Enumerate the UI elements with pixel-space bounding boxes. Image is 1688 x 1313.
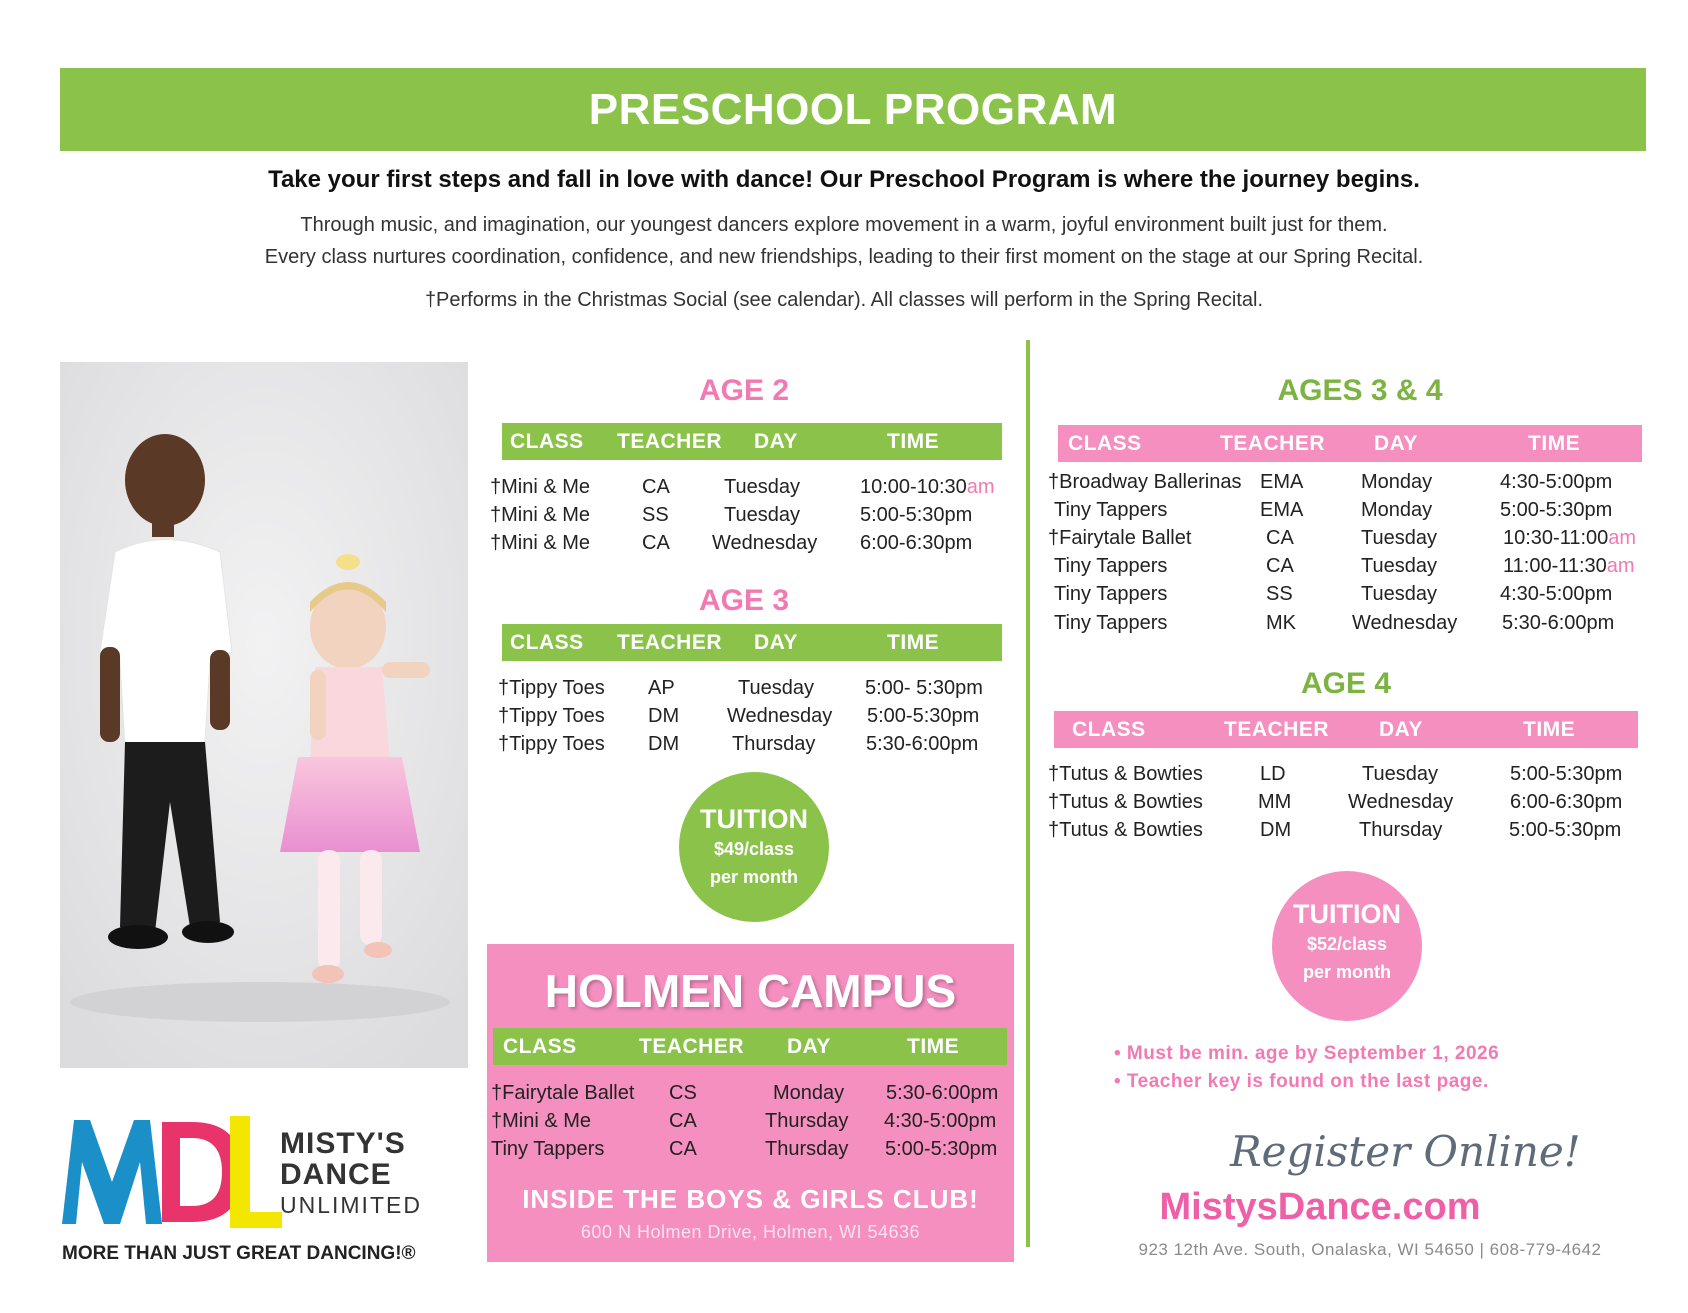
header-day: DAY xyxy=(754,430,798,453)
age-4-table-header xyxy=(1054,711,1638,748)
ages-3-4-title: AGES 3 & 4 xyxy=(1277,374,1443,407)
class-name: †Broadway Ballerinas xyxy=(1048,471,1242,493)
time-value: 11:00-11:30 xyxy=(1503,555,1607,577)
header-day: DAY xyxy=(754,631,798,654)
teacher: LD xyxy=(1260,763,1286,785)
holmen-address: 600 N Holmen Drive, Holmen, WI 54636 xyxy=(580,1222,921,1242)
tuition-label: TUITION xyxy=(1293,899,1401,929)
tuition-label: TUITION xyxy=(700,804,808,834)
day: Tuesday xyxy=(724,504,800,526)
header-class: CLASS xyxy=(510,631,584,654)
time: 6:00-6:30pm xyxy=(860,532,973,554)
tuition-period: per month xyxy=(710,867,798,887)
teacher: MK xyxy=(1266,612,1296,634)
header-time: TIME xyxy=(907,1035,960,1058)
class-name: Tiny Tappers xyxy=(1054,499,1168,521)
day: Wednesday xyxy=(1348,791,1454,813)
time xyxy=(860,476,995,499)
time-suffix: am xyxy=(1606,555,1635,577)
table-row xyxy=(1048,612,1648,640)
header-day: DAY xyxy=(1374,432,1418,455)
kids-dancing-photo xyxy=(60,362,468,1068)
day: Tuesday xyxy=(1361,555,1437,577)
column-divider xyxy=(1026,340,1030,1247)
teacher: CA xyxy=(642,476,670,498)
note-teacher-key: • Teacher key is found on the last page. xyxy=(1114,1071,1489,1092)
table-row xyxy=(491,1110,1011,1138)
age-3-title: AGE 3 xyxy=(698,584,790,617)
day: Tuesday xyxy=(738,677,814,699)
holmen-campus-box xyxy=(487,944,1014,1262)
day: Tuesday xyxy=(1361,583,1437,605)
header-time: TIME xyxy=(887,430,940,453)
teacher: CA xyxy=(669,1138,697,1160)
photo-illustration xyxy=(60,362,468,1068)
day: Wednesday xyxy=(712,532,818,554)
day: Thursday xyxy=(765,1110,849,1132)
logo-line-2: DANCE xyxy=(280,1158,392,1191)
time: 5:00-5:30pm xyxy=(885,1138,998,1160)
day: Wednesday xyxy=(1352,612,1458,634)
header-class: CLASS xyxy=(1068,432,1142,455)
time: 5:00-5:30pm xyxy=(1509,819,1622,841)
time: 5:00-5:30pm xyxy=(1500,499,1613,521)
day: Monday xyxy=(1361,499,1433,521)
class-name: †Fairytale Ballet xyxy=(1048,527,1192,549)
ages-3-4-table-header xyxy=(1058,425,1642,462)
table-row xyxy=(1048,499,1648,527)
time: 5:30-6:00pm xyxy=(1502,612,1615,634)
table-row xyxy=(498,705,1008,733)
header-time: TIME xyxy=(1523,718,1576,741)
day: Tuesday xyxy=(1362,763,1438,785)
header-day: DAY xyxy=(787,1035,831,1058)
teacher: CA xyxy=(1266,555,1294,577)
contact-info: 923 12th Ave. South, Onalaska, WI 54650 | 608-779-4642 xyxy=(1138,1240,1602,1259)
day: Monday xyxy=(773,1082,845,1104)
time: 5:00- 5:30pm xyxy=(865,677,983,699)
tuition-period: per month xyxy=(1303,962,1391,982)
header-teacher: TEACHER xyxy=(1220,432,1326,455)
day: Wednesday xyxy=(727,705,833,727)
intro-line-2: Every class nurtures coordination, confidence, and new friendships, leading to their first moment on the stage at our Spring Recital. xyxy=(264,246,1424,268)
teacher: MM xyxy=(1258,791,1292,813)
tuition-badge-right xyxy=(1272,871,1422,1021)
holmen-title: HOLMEN CAMPUS xyxy=(544,965,957,1017)
time xyxy=(1503,527,1636,550)
class-name: †Mini & Me xyxy=(490,476,591,498)
time: 5:30-6:00pm xyxy=(866,733,979,755)
time xyxy=(1503,555,1635,578)
table-row xyxy=(490,532,1010,560)
table-row xyxy=(1048,527,1648,555)
holmen-location: INSIDE THE BOYS & GIRLS CLUB! xyxy=(522,1184,979,1214)
table-row xyxy=(1048,555,1648,583)
table-row xyxy=(1048,471,1648,499)
header-day: DAY xyxy=(1379,718,1423,741)
logo-line-3: UNLIMITED xyxy=(280,1192,422,1218)
time-suffix: am xyxy=(1608,527,1637,549)
age-2-title: AGE 2 xyxy=(698,374,790,407)
table-row xyxy=(1048,819,1648,847)
age-2-table-header xyxy=(502,423,1002,460)
age-3-table-header xyxy=(502,624,1002,661)
teacher: CA xyxy=(642,532,670,554)
day: Thursday xyxy=(732,733,816,755)
class-name: †Tippy Toes xyxy=(498,677,605,699)
table-row xyxy=(491,1082,1011,1110)
time: 5:00-5:30pm xyxy=(860,504,973,526)
header-time: TIME xyxy=(887,631,940,654)
holmen-table-header xyxy=(493,1028,1007,1065)
mdu-monogram-icon xyxy=(62,1112,282,1232)
teacher: SS xyxy=(642,504,669,526)
teacher: SS xyxy=(1266,583,1293,605)
table-row xyxy=(490,476,1010,504)
logo-line-1: MISTY'S xyxy=(280,1127,406,1160)
header-class: CLASS xyxy=(510,430,584,453)
table-row xyxy=(491,1138,1011,1166)
register-online-script: Register Online! xyxy=(1230,1127,1581,1176)
class-name: Tiny Tappers xyxy=(1054,583,1168,605)
class-name: †Tutus & Bowties xyxy=(1048,763,1203,785)
header-class: CLASS xyxy=(1072,718,1146,741)
day: Thursday xyxy=(1359,819,1443,841)
teacher: EMA xyxy=(1260,471,1304,493)
tuition-price: $49/class xyxy=(713,839,795,859)
teacher: CA xyxy=(669,1110,697,1132)
class-name: Tiny Tappers xyxy=(491,1138,605,1160)
day: Thursday xyxy=(765,1138,849,1160)
time-suffix: am xyxy=(966,476,995,498)
table-row xyxy=(498,677,1008,705)
time: 5:30-6:00pm xyxy=(886,1082,999,1104)
time: 5:00-5:30pm xyxy=(1510,763,1623,785)
day: Tuesday xyxy=(724,476,800,498)
day: Tuesday xyxy=(1361,527,1437,549)
day: Monday xyxy=(1361,471,1433,493)
header-teacher: TEACHER xyxy=(639,1035,745,1058)
tuition-price: $52/class xyxy=(1306,934,1388,954)
teacher: DM xyxy=(648,733,680,755)
time-value: 10:00-10:30 xyxy=(860,476,967,498)
class-name: †Tippy Toes xyxy=(498,733,605,755)
header-class: CLASS xyxy=(503,1035,577,1058)
intro-line-1: Through music, and imagination, our youngest dancers explore movement in a warm, joyful environment built just for them. xyxy=(300,214,1388,236)
teacher: CA xyxy=(1266,527,1294,549)
teacher: DM xyxy=(648,705,680,727)
tuition-badge-left xyxy=(679,772,829,922)
header-time: TIME xyxy=(1528,432,1581,455)
class-name: †Mini & Me xyxy=(490,532,591,554)
header-teacher: TEACHER xyxy=(617,631,723,654)
class-name: †Mini & Me xyxy=(490,504,591,526)
mdu-logo xyxy=(62,1112,442,1232)
time: 6:00-6:30pm xyxy=(1510,791,1623,813)
class-name: †Tutus & Bowties xyxy=(1048,819,1203,841)
table-row xyxy=(1048,583,1648,611)
teacher: AP xyxy=(648,677,675,699)
tagline: Take your first steps and fall in love with dance! Our Preschool Program is where the journey begins. xyxy=(268,166,1420,193)
class-name: †Tutus & Bowties xyxy=(1048,791,1203,813)
performance-note: †Performs in the Christmas Social (see calendar). All classes will perform in the Spring Recital. xyxy=(424,289,1264,311)
logo-slogan: MORE THAN JUST GREAT DANCING!® xyxy=(62,1243,416,1264)
website-link[interactable]: MistysDance.com xyxy=(1159,1186,1481,1228)
class-name: †Fairytale Ballet xyxy=(491,1082,635,1104)
time: 4:30-5:00pm xyxy=(1500,471,1613,493)
time: 5:00-5:30pm xyxy=(867,705,980,727)
age-4-title: AGE 4 xyxy=(1300,667,1392,700)
class-name: †Tippy Toes xyxy=(498,705,605,727)
program-title-banner: PRESCHOOL PROGRAM xyxy=(60,68,1646,151)
table-row xyxy=(490,504,1010,532)
header-teacher: TEACHER xyxy=(617,430,723,453)
time: 4:30-5:00pm xyxy=(1500,583,1613,605)
class-name: Tiny Tappers xyxy=(1054,555,1168,577)
class-name: Tiny Tappers xyxy=(1054,612,1168,634)
table-row xyxy=(498,733,1008,761)
table-row xyxy=(1048,791,1648,819)
teacher: DM xyxy=(1260,819,1292,841)
table-row xyxy=(1048,763,1648,791)
time: 4:30-5:00pm xyxy=(884,1110,997,1132)
header-teacher: TEACHER xyxy=(1224,718,1330,741)
class-name: †Mini & Me xyxy=(491,1110,592,1132)
note-min-age: • Must be min. age by September 1, 2026 xyxy=(1114,1043,1500,1064)
time-value: 10:30-11:00 xyxy=(1503,527,1609,549)
teacher: EMA xyxy=(1260,499,1304,521)
teacher: CS xyxy=(669,1082,697,1104)
